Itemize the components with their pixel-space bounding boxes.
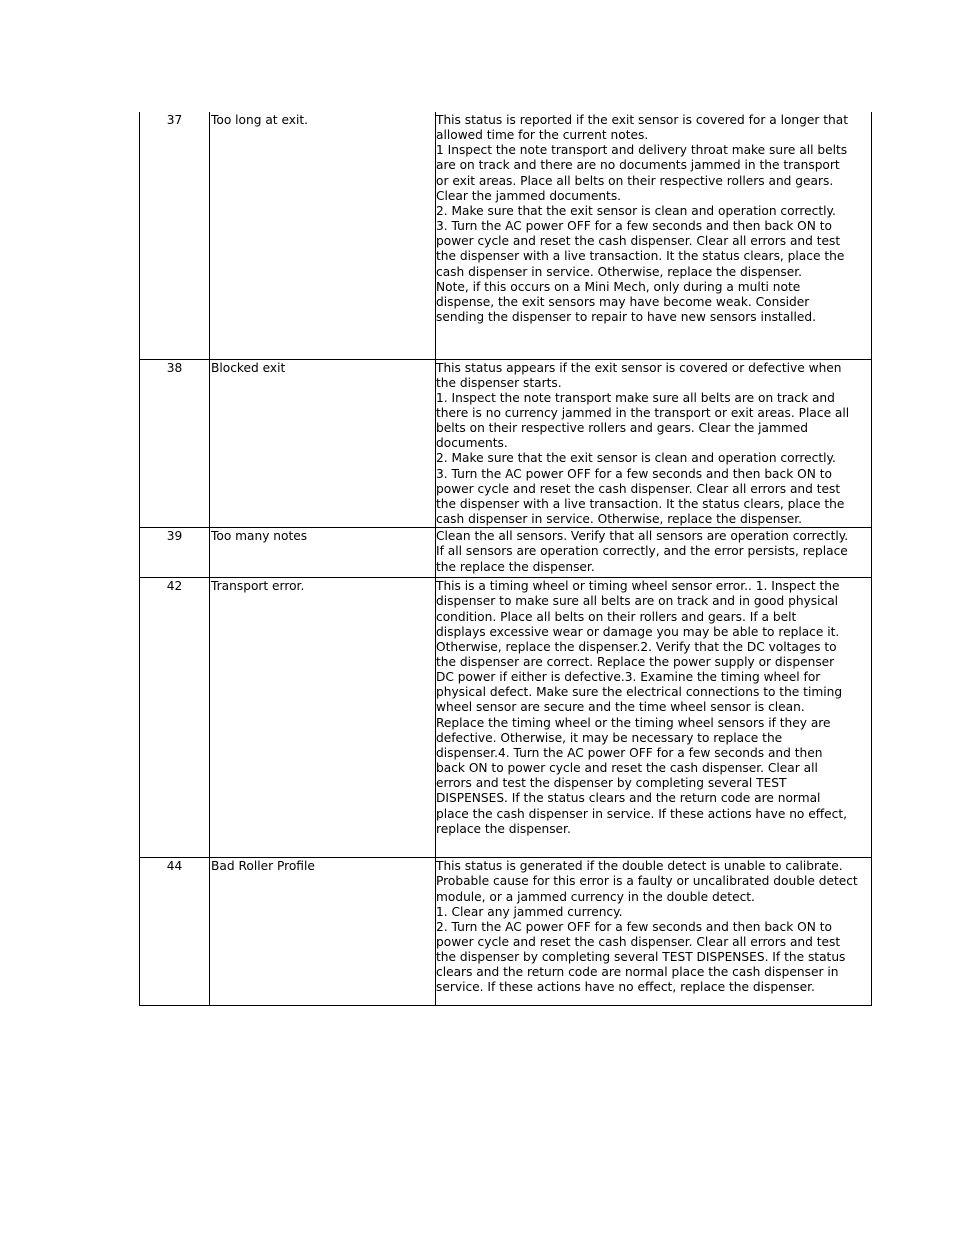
- table-row: [140, 578, 872, 858]
- error-name: Too many notes: [210, 528, 436, 578]
- error-description: This status is reported if the exit sensor is covered for a longer that allowed time for the current notes. 1 Inspect the note transport and delivery throat make sure all belts are on track and there are no documents jammed in the transport or exit areas. Place all belts on their respective rollers and gears. Clear the jammed documents. 2. Make sure that the exit sensor is clean and operation correctly. 3. Turn the AC power OFF for a few seconds and then back ON to power cycle and reset the cash dispenser. Clear all errors and test the dispenser with a live transaction. It the status clears, place the cash dispenser in service. Otherwise, replace the dispenser. Note, if this occurs on a Mini Mech, only during a multi note dispense, the exit sensors may have become weak. Consider sending the dispenser to repair to have new sensors installed.: [436, 112, 872, 359]
- error-description: This status is generated if the double detect is unable to calibrate. Probable cause for this error is a faulty or uncalibrated double detect module, or a jammed currency in the double detect. 1. Clear any jammed currency. 2. Turn the AC power OFF for a few seconds and then back ON to power cycle and reset the cash dispenser. Clear all errors and test the dispenser by completing several TEST DISPENSES. If the status clears and the return code are normal place the cash dispenser in service. If these actions have no effect, replace the dispenser.: [436, 858, 872, 1006]
- error-description: This is a timing wheel or timing wheel sensor error.. 1. Inspect the dispenser to make sure all belts are on track and in good physical condition. Place all belts on their rollers and gears. If a belt displays excessive wear or damage you may be able to replace it. Otherwise, replace the dispenser.2. Verify that the DC voltages to the dispenser are correct. Replace the power supply or dispenser DC power if either is defective.3. Examine the timing wheel for physical defect. Make sure the electrical connections to the timing wheel sensor are secure and the time wheel sensor is clean. Replace the timing wheel or the timing wheel sensors if they are defective. Otherwise, it may be necessary to replace the dispenser.4. Turn the AC power OFF for a few seconds and then back ON to power cycle and reset the cash dispenser. Clear all errors and test the dispenser by completing several TEST DISPENSES. If the status clears and the return code are normal place the cash dispenser in service. If these actions have no effect, replace the dispenser.: [436, 578, 872, 858]
- error-code: 42: [140, 578, 210, 858]
- error-description: Clean the all sensors. Verify that all sensors are operation correctly. If all sensors are operation correctly, and the error persists, replace the replace the dispenser.: [436, 528, 872, 578]
- table-row: [140, 858, 872, 1006]
- error-name: Too long at exit.: [210, 112, 436, 359]
- error-name: Transport error.: [210, 578, 436, 858]
- error-code-table: [139, 112, 872, 1006]
- error-name: Blocked exit: [210, 359, 436, 528]
- table-row: [140, 112, 872, 359]
- error-description: This status appears if the exit sensor is covered or defective when the dispenser starts. 1. Inspect the note transport make sure all belts are on track and there is no currency jammed in the transport or exit areas. Place all belts on their respective rollers and gears. Clear the jammed documents. 2. Make sure that the exit sensor is clean and operation correctly. 3. Turn the AC power OFF for a few seconds and then back ON to power cycle and reset the cash dispenser. Clear all errors and test the dispenser with a live transaction. It the status clears, place the cash dispenser in service. Otherwise, replace the dispenser.: [436, 359, 872, 528]
- error-code: 37: [140, 112, 210, 359]
- error-code: 44: [140, 858, 210, 1006]
- table-row: [140, 528, 872, 578]
- table-row: [140, 359, 872, 528]
- error-code: 39: [140, 528, 210, 578]
- error-code: 38: [140, 359, 210, 528]
- error-name: Bad Roller Profile: [210, 858, 436, 1006]
